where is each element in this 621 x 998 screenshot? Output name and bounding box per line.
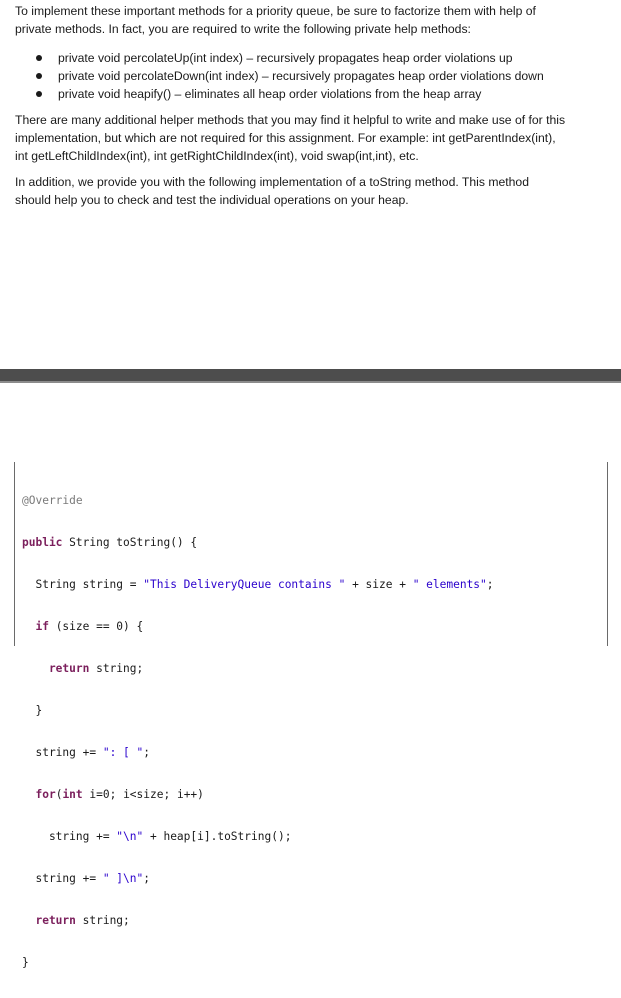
helpers-paragraph [15,111,610,165]
code-keyword: public [22,536,63,549]
code-text: ; [486,578,494,591]
code-text: string += [22,872,103,885]
code-line [22,788,494,802]
list-item-text: private void heapify() – eliminates all heap order violations from the heap array [58,87,482,101]
code-text: ; [143,872,150,885]
bullet-icon [36,73,42,79]
tostring-paragraph [15,173,610,209]
page-divider-shadow [0,381,621,383]
code-line [22,830,494,844]
code-block [14,462,608,969]
code-line [22,914,494,928]
tostring-line-2: should help you to check and test the individual operations on your heap. [15,193,409,207]
code-line [22,662,494,676]
code-text: string; [75,914,130,927]
code-text: i=0; i<size; i++) [82,788,204,801]
code-text: (size == 0) { [48,620,144,633]
code-text: ( [55,788,63,801]
code-string: "This DeliveryQueue contains " [143,578,346,591]
helpers-line-3: int getLeftChildIndex(int), int getRightChildIndex(int), void swap(int,int), etc. [15,149,419,163]
code-text: string += [22,830,117,843]
code-listing [22,466,494,998]
code-keyword: return [22,914,76,927]
bullet-icon [36,91,42,97]
code-text: + size + [345,578,413,591]
code-text: String string = [22,578,144,591]
code-text: string += [22,746,103,759]
code-line [22,620,494,634]
list-item-text: private void percolateUp(int index) – recursively propagates heap order violations up [58,51,513,65]
code-keyword: return [22,662,90,675]
intro-paragraph [15,2,610,38]
intro-line-2: private methods. In fact, you are required to write the following private help methods: [15,22,471,36]
code-text: } [22,956,29,969]
intro-line-1: To implement these important methods for a priority queue, be sure to factorize them with help of [15,4,536,18]
page-divider [0,369,621,381]
code-line [22,494,494,508]
code-text: + heap[i].toString(); [143,830,292,843]
helpers-line-1: There are many additional helper methods that you may find it helpful to write and make use of for this [15,113,566,127]
code-line [22,872,494,886]
bullet-icon [36,55,42,61]
code-text: String toString() { [62,536,198,549]
code-string: " ]\n" [102,872,144,885]
code-keyword: for [22,788,56,801]
code-text: ; [143,746,150,759]
code-text: string; [89,662,144,675]
code-keyword: int [62,788,83,801]
helpers-line-2: implementation, but which are not required for this assignment. For example: int getParentIndex(int), [15,131,556,145]
code-line [22,536,494,550]
code-line [22,746,494,760]
code-string: ": [ " [102,746,144,759]
code-line [22,704,494,718]
code-text: } [22,704,43,717]
list-item-text: private void percolateDown(int index) – recursively propagates heap order violations down [58,69,544,83]
tostring-line-1: In addition, we provide you with the following implementation of a toString method. This method [15,175,529,189]
code-line [22,578,494,592]
list-item [34,67,544,85]
required-methods-list [34,49,544,103]
code-string: "\n" [116,830,144,843]
list-item [34,49,544,67]
code-line [22,956,494,970]
list-item [34,85,544,103]
code-annotation: @Override [22,494,83,507]
code-keyword: if [22,620,49,633]
code-string: " elements" [412,578,487,591]
